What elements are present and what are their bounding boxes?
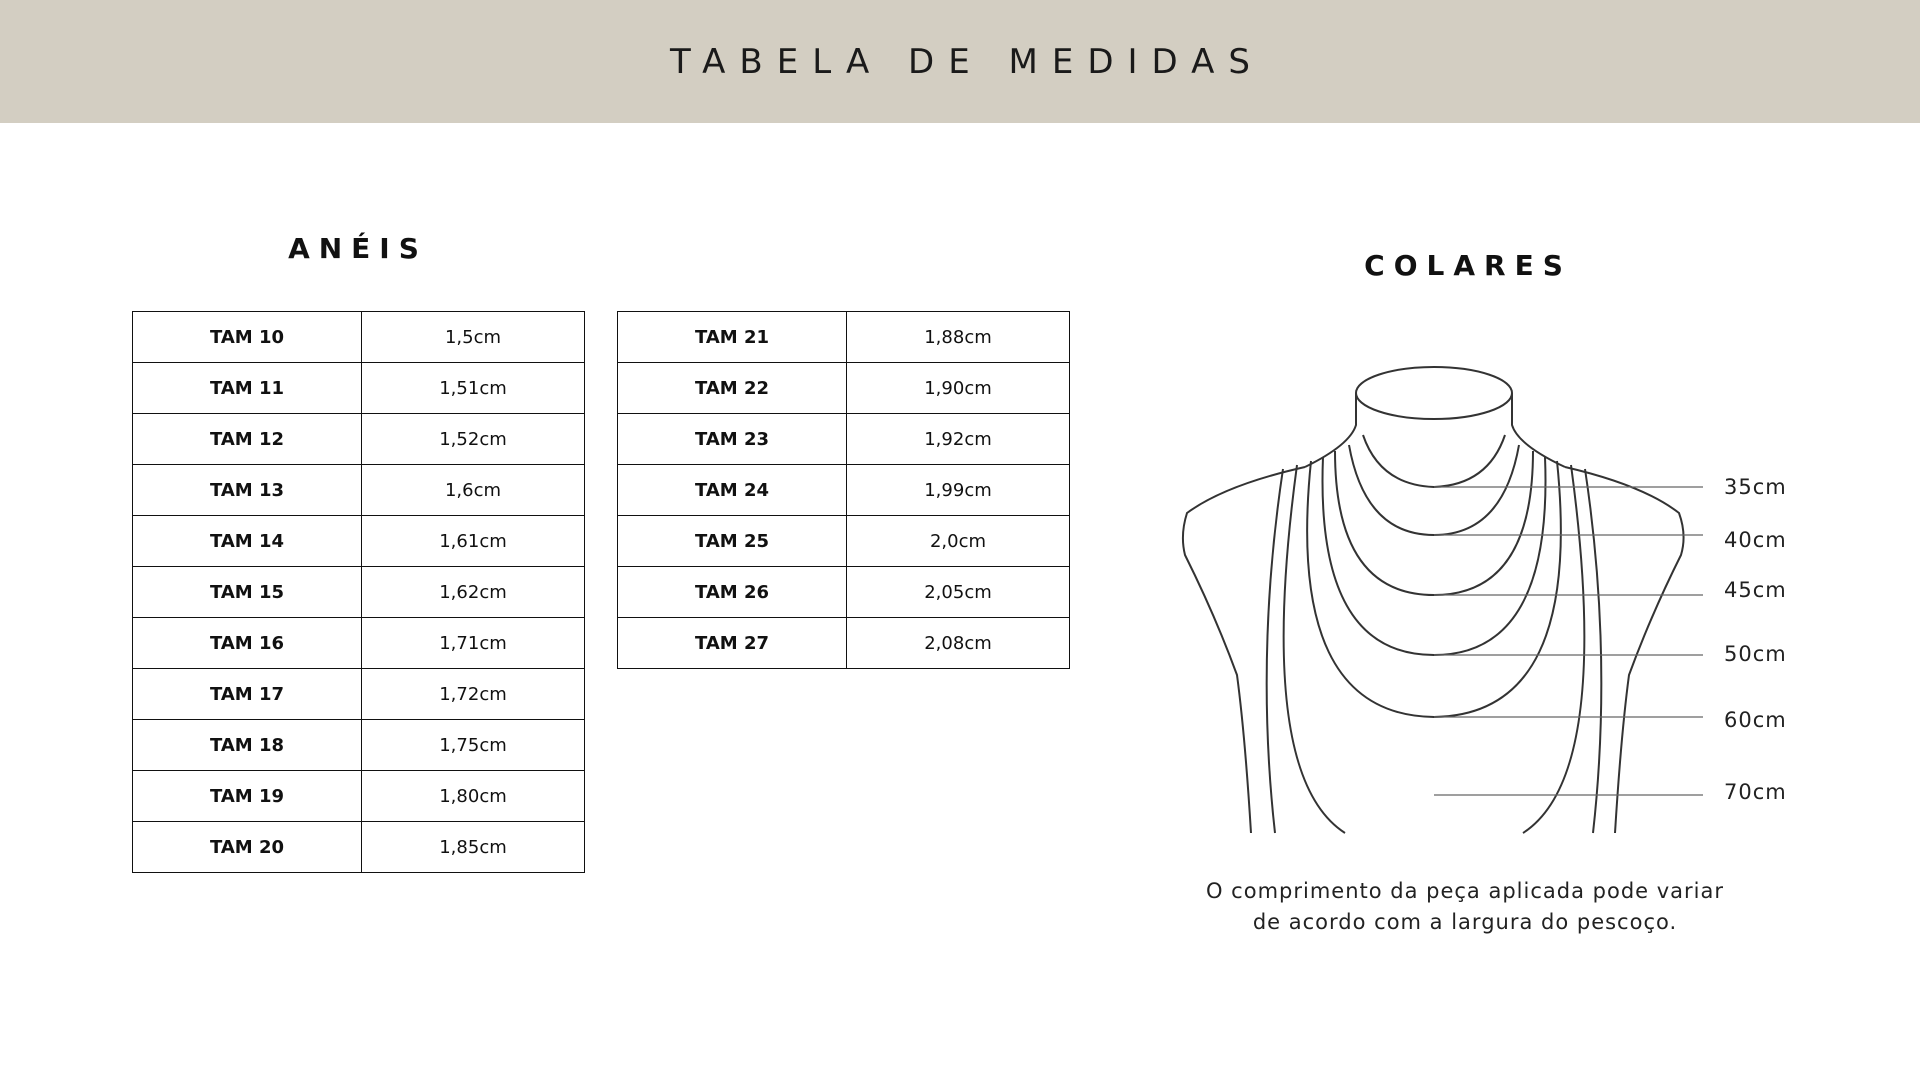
necklace-length-diagram <box>1165 355 1815 835</box>
ring-diameter-cell: 1,61cm <box>362 516 585 567</box>
length-label-60: 60cm <box>1724 708 1787 732</box>
table-row <box>618 414 1070 465</box>
ring-size-cell: TAM 10 <box>133 312 362 363</box>
table-row <box>618 516 1070 567</box>
ring-diameter-cell: 2,08cm <box>847 618 1070 669</box>
length-label-40: 40cm <box>1724 528 1787 552</box>
chain-60 <box>1307 461 1561 717</box>
ring-diameter-cell: 1,6cm <box>362 465 585 516</box>
ring-diameter-cell: 1,52cm <box>362 414 585 465</box>
page-title: TABELA DE MEDIDAS <box>670 41 1264 82</box>
table-row <box>133 414 585 465</box>
chain-35 <box>1363 435 1505 487</box>
table-row <box>133 567 585 618</box>
neck-outline <box>1305 393 1565 467</box>
ring-size-cell: TAM 13 <box>133 465 362 516</box>
table-row <box>133 465 585 516</box>
ring-diameter-cell: 1,88cm <box>847 312 1070 363</box>
chain-45 <box>1335 451 1533 595</box>
length-label-45: 45cm <box>1724 578 1787 602</box>
table-row <box>133 669 585 720</box>
ring-diameter-cell: 1,71cm <box>362 618 585 669</box>
table-row <box>618 618 1070 669</box>
ring-size-cell: TAM 21 <box>618 312 847 363</box>
length-label-50: 50cm <box>1724 642 1787 666</box>
table-row <box>618 465 1070 516</box>
ring-size-cell: TAM 25 <box>618 516 847 567</box>
ring-diameter-cell: 1,80cm <box>362 771 585 822</box>
rings-section-title: ANÉIS <box>288 232 428 265</box>
torso-outline-right <box>1565 467 1684 833</box>
table-row <box>618 312 1070 363</box>
ring-size-cell: TAM 24 <box>618 465 847 516</box>
ring-diameter-cell: 2,0cm <box>847 516 1070 567</box>
ring-diameter-cell: 1,90cm <box>847 363 1070 414</box>
ring-diameter-cell: 1,72cm <box>362 669 585 720</box>
length-label-35: 35cm <box>1724 475 1787 499</box>
ring-size-cell: TAM 15 <box>133 567 362 618</box>
ring-size-cell: TAM 20 <box>133 822 362 873</box>
ring-size-cell: TAM 17 <box>133 669 362 720</box>
ring-size-cell: TAM 26 <box>618 567 847 618</box>
necklaces-section-title: COLARES <box>1364 249 1572 282</box>
note-line-1: O comprimento da peça aplicada pode variar <box>1205 879 1725 903</box>
ring-size-cell: TAM 19 <box>133 771 362 822</box>
ring-size-cell: TAM 12 <box>133 414 362 465</box>
table-row <box>133 363 585 414</box>
ring-diameter-cell: 1,62cm <box>362 567 585 618</box>
table-row <box>133 771 585 822</box>
ring-diameter-cell: 1,5cm <box>362 312 585 363</box>
torso-outline-left <box>1183 467 1305 833</box>
ring-diameter-cell: 1,92cm <box>847 414 1070 465</box>
ring-size-cell: TAM 14 <box>133 516 362 567</box>
ring-diameter-cell: 2,05cm <box>847 567 1070 618</box>
ring-size-cell: TAM 22 <box>618 363 847 414</box>
table-row <box>618 567 1070 618</box>
table-row <box>133 618 585 669</box>
ring-diameter-cell: 1,75cm <box>362 720 585 771</box>
table-row <box>133 312 585 363</box>
table-row <box>133 516 585 567</box>
table-row <box>133 822 585 873</box>
length-label-70: 70cm <box>1724 780 1787 804</box>
ring-size-cell: TAM 23 <box>618 414 847 465</box>
chain-outer <box>1267 469 1602 833</box>
ring-size-cell: TAM 11 <box>133 363 362 414</box>
neck-top-outline <box>1356 367 1512 419</box>
note-line-2: de acordo com a largura do pescoço. <box>1252 910 1678 934</box>
table-row <box>133 720 585 771</box>
table-row <box>618 363 1070 414</box>
ring-diameter-cell: 1,99cm <box>847 465 1070 516</box>
ring-diameter-cell: 1,85cm <box>362 822 585 873</box>
rings-size-table-1 <box>132 311 585 873</box>
ring-size-cell: TAM 16 <box>133 618 362 669</box>
necklace-length-note <box>1160 876 1770 938</box>
ring-size-cell: TAM 27 <box>618 618 847 669</box>
ring-diameter-cell: 1,51cm <box>362 363 585 414</box>
ring-size-cell: TAM 18 <box>133 720 362 771</box>
header-banner <box>0 0 1920 123</box>
chain-70 <box>1284 465 1585 833</box>
rings-size-table-2 <box>617 311 1070 669</box>
